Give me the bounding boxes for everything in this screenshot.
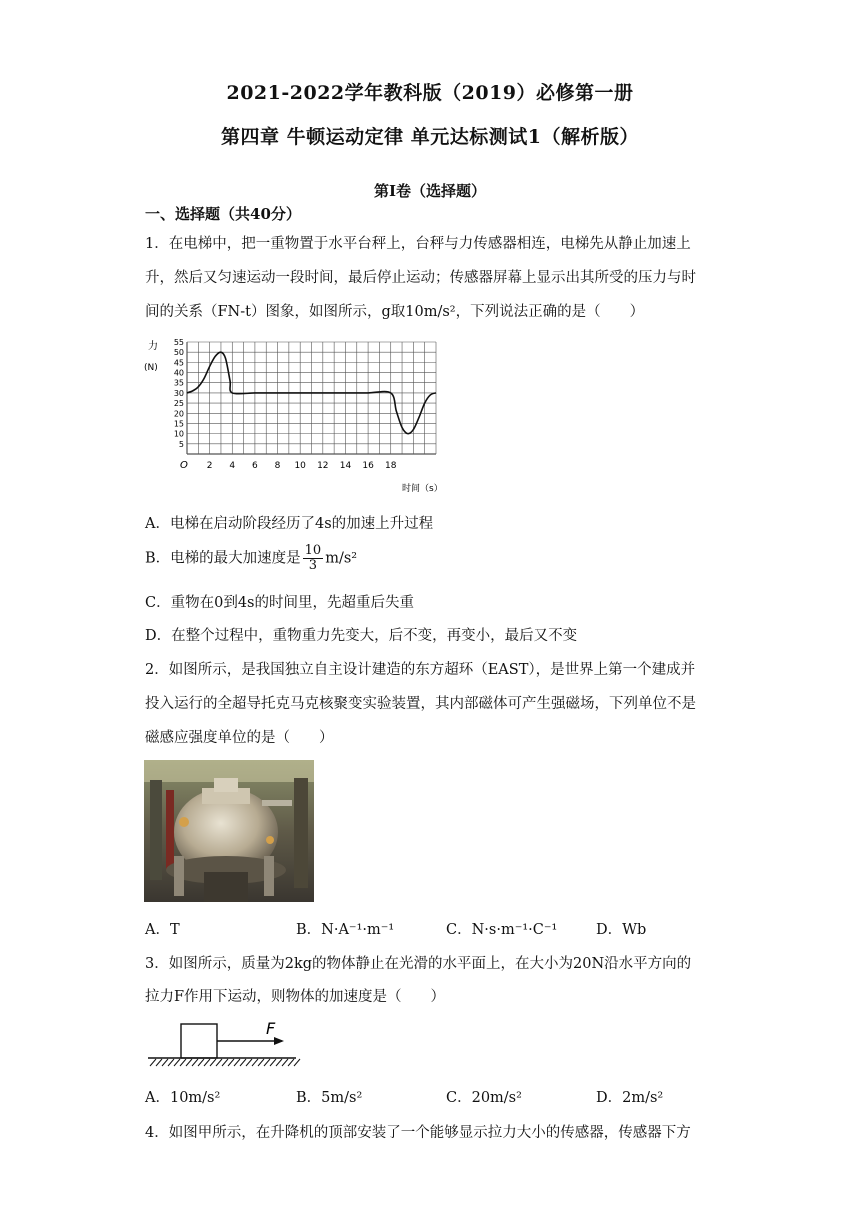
y-tick-label: 15 bbox=[173, 419, 184, 429]
x-tick-label: 18 bbox=[385, 461, 397, 471]
q4-stem-line1: 4．如图甲所示，在升降机的顶部安装了一个能够显示拉力大小的传感器，传感器下方 bbox=[145, 1125, 691, 1141]
fraction-numerator: 10 bbox=[304, 543, 322, 558]
y-axis-ticks bbox=[174, 338, 184, 449]
hatch-mark bbox=[252, 1059, 258, 1066]
hatch-mark bbox=[282, 1059, 288, 1066]
force-time-chart bbox=[140, 336, 450, 496]
hatch-mark bbox=[150, 1059, 156, 1066]
q2-option-c[interactable]: C．N·s·m⁻¹·C⁻¹ bbox=[446, 922, 558, 938]
x-tick-label: 4 bbox=[229, 461, 236, 471]
document-subtitle: 第四章 牛顿运动定律 单元达标测试1（解析版） bbox=[221, 126, 639, 148]
y-tick-label: 35 bbox=[173, 378, 184, 388]
x-axis-label: 时间（s） bbox=[402, 484, 443, 494]
q1-option-b[interactable] bbox=[145, 544, 357, 573]
hatch-mark bbox=[156, 1059, 162, 1066]
hatch-mark bbox=[234, 1059, 240, 1066]
y-tick-label: 5 bbox=[178, 439, 184, 449]
q2-option-a[interactable]: A．T bbox=[145, 922, 180, 938]
q1-option-c[interactable]: C．重物在0到4s的时间里，先超重后失重 bbox=[145, 595, 414, 611]
x-tick-label: 6 bbox=[252, 461, 258, 471]
hatch-mark bbox=[276, 1059, 282, 1066]
hatch-mark bbox=[204, 1059, 210, 1066]
q1-option-d[interactable]: D．在整个过程中，重物重力先变大，后不变，再变小，最后又不变 bbox=[145, 628, 578, 644]
hatch-mark bbox=[294, 1059, 300, 1066]
hatch-mark bbox=[228, 1059, 234, 1066]
section-heading: 一、选择题（共40分） bbox=[145, 205, 301, 223]
chart-grid bbox=[187, 342, 436, 454]
hatch-mark bbox=[240, 1059, 246, 1066]
q1-stem-line2: 升，然后又匀速运动一段时间，最后停止运动；传感器屏幕上显示出其所受的压力与时 bbox=[145, 270, 696, 286]
y-tick-label: 40 bbox=[173, 368, 184, 378]
volume-heading: 第I卷（选择题） bbox=[373, 182, 487, 200]
q1-stem-line3: 间的关系（FN-t）图象，如图所示，g取10m/s²，下列说法正确的是（ ） bbox=[145, 304, 645, 320]
origin-label: O bbox=[180, 460, 188, 471]
q1-option-b-text: B．电梯的最大加速度是 bbox=[145, 550, 301, 567]
hatch-mark bbox=[210, 1059, 216, 1066]
hatch-mark bbox=[222, 1059, 228, 1066]
hatch-mark bbox=[192, 1059, 198, 1066]
east-tokamak-photo bbox=[144, 760, 314, 902]
y-axis-label: 力 bbox=[148, 341, 158, 352]
fraction-denominator: 3 bbox=[308, 558, 318, 573]
y-tick-label: 30 bbox=[173, 388, 184, 398]
hatch-mark bbox=[198, 1059, 204, 1066]
hatch-mark bbox=[180, 1059, 186, 1066]
block-force-diagram bbox=[146, 1018, 306, 1070]
x-tick-label: 2 bbox=[206, 461, 213, 471]
force-label: F bbox=[266, 1019, 276, 1038]
hatch-mark bbox=[288, 1059, 294, 1066]
q2-stem-line2: 投入运行的全超导托克马克核聚变实验装置，其内部磁体可产生强磁场，下列单位不是 bbox=[145, 696, 696, 712]
document-title: 2021-2022学年教科版（2019）必修第一册 bbox=[226, 82, 634, 104]
ground-hatching bbox=[150, 1059, 300, 1066]
hatch-mark bbox=[258, 1059, 264, 1066]
x-tick-label: 8 bbox=[274, 461, 281, 471]
x-tick-label: 12 bbox=[317, 461, 329, 471]
hatch-mark bbox=[246, 1059, 252, 1066]
force-arrowhead bbox=[274, 1037, 284, 1045]
x-tick-label: 10 bbox=[294, 461, 306, 471]
q1-stem-line1: 1．在电梯中，把一重物置于水平台秤上，台秤与力传感器相连，电梯先从静止加速上 bbox=[145, 236, 691, 252]
y-tick-label: 50 bbox=[173, 348, 184, 358]
fraction bbox=[303, 544, 324, 573]
hatch-mark bbox=[264, 1059, 270, 1066]
hatch-mark bbox=[186, 1059, 192, 1066]
q1-option-a[interactable]: A．电梯在启动阶段经历了4s的加速上升过程 bbox=[145, 516, 434, 532]
x-tick-label: 16 bbox=[362, 461, 374, 471]
hatch-mark bbox=[216, 1059, 222, 1066]
q2-option-b[interactable]: B．N·A⁻¹·m⁻¹ bbox=[296, 922, 395, 938]
q2-stem-line1: 2．如图所示，是我国独立自主设计建造的东方超环（EAST），是世界上第一个建成并 bbox=[145, 662, 696, 678]
hatch-mark bbox=[168, 1059, 174, 1066]
q3-stem-line2: 拉力F作用下运动，则物体的加速度是（ ） bbox=[145, 989, 446, 1005]
block bbox=[181, 1024, 217, 1058]
y-tick-label: 45 bbox=[173, 358, 184, 368]
q3-option-b[interactable]: B．5m/s² bbox=[296, 1090, 363, 1106]
hatch-mark bbox=[174, 1059, 180, 1066]
y-tick-label: 20 bbox=[173, 409, 184, 419]
y-tick-label: 10 bbox=[173, 429, 184, 439]
q3-option-a[interactable]: A．10m/s² bbox=[145, 1090, 221, 1106]
x-axis-ticks bbox=[207, 461, 397, 471]
y-tick-label: 25 bbox=[173, 399, 184, 409]
q3-option-d[interactable]: D．2m/s² bbox=[596, 1090, 664, 1106]
q3-stem-line1: 3．如图所示，质量为2kg的物体静止在光滑的水平面上，在大小为20N沿水平方向的 bbox=[145, 956, 692, 972]
y-axis-unit: (N) bbox=[144, 363, 158, 373]
y-tick-label: 55 bbox=[173, 338, 184, 347]
q3-option-c[interactable]: C．20m/s² bbox=[446, 1090, 522, 1106]
x-tick-label: 14 bbox=[339, 461, 352, 471]
q2-stem-line3: 磁感应强度单位的是（ ） bbox=[145, 730, 334, 746]
q1-option-b-unit: m/s² bbox=[325, 550, 358, 567]
q2-option-d[interactable]: D．Wb bbox=[596, 922, 647, 938]
hatch-mark bbox=[270, 1059, 276, 1066]
hatch-mark bbox=[162, 1059, 168, 1066]
